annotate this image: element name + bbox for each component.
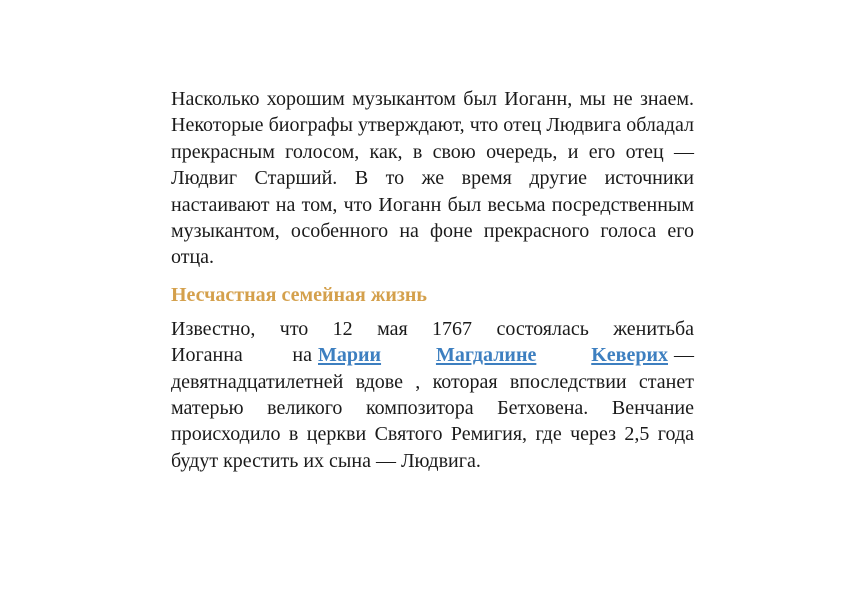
paragraph-rest: девятнадцатилетней вдове , которая впоследствии станет матерью великого композитора Бетховена. Венчание происходило в церкви Святого Ремигия, где через 2,5 года будут крестить их сына — Людвига. [171, 370, 694, 472]
text-after-link: — [674, 344, 694, 367]
link-word: Магдалине [435, 344, 537, 367]
paragraph-family [171, 316, 694, 474]
paragraph-line-with-link [171, 342, 694, 368]
person-link-maria-magdalena[interactable] [318, 342, 668, 368]
text-before-link: Иоганна на [171, 344, 312, 367]
document-content [171, 86, 694, 474]
paragraph-line: Известно, что 12 мая 1767 состоялась женитьба [171, 317, 694, 340]
section-heading: Несчастная семейная жизнь [171, 283, 428, 306]
link-word: Keверих [591, 344, 668, 367]
paragraph-intro: Насколько хорошим музыкантом был Иоганн, мы не знаем. Некоторые биографы утверждают, что отец Людвига обладал прекрасным голосом, как, в свою очередь, и его отец — Людвиг Старший. В то же время другие источники настаивают на том, что Иоганн был весьма посредственным музыкантом, особенного на фоне прекрасного голоса его отца. [171, 88, 694, 269]
link-word: Марии [318, 344, 382, 367]
